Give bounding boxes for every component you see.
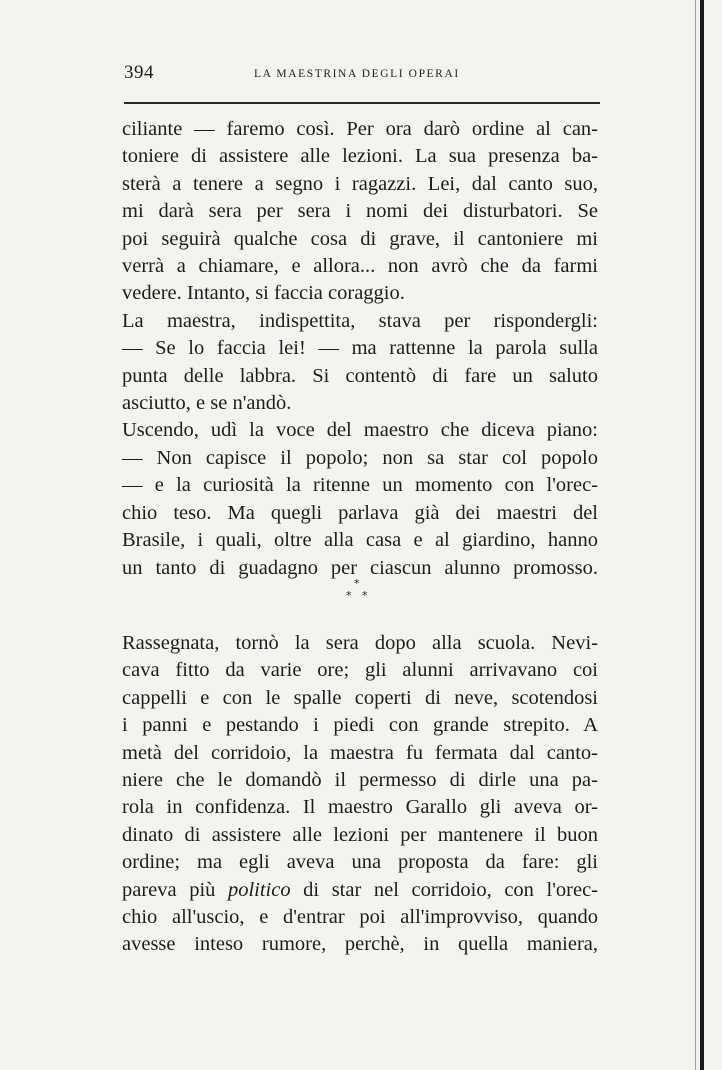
text-line: asciutto, e se n'andò.	[122, 392, 292, 415]
text-line: — e la curiosità la ritenne un momento con l'orec-	[122, 474, 598, 497]
text-line: rola in confidenza. Il maestro Garallo gli aveva or-	[122, 796, 598, 819]
text-line: — Se lo faccia lei! — ma rattenne la parola sulla	[122, 337, 598, 360]
header-rule	[124, 102, 600, 104]
page-edge-shadow	[695, 0, 696, 1070]
text-block-first	[122, 116, 598, 582]
text-line: un tanto di guadagno per ciascun alunno promosso.	[122, 556, 598, 579]
text-line: — Non capisce il popolo; non sa star col popolo	[122, 446, 598, 469]
text-line: cappelli e con le spalle coperti di neve, scotendosi	[122, 686, 598, 709]
page-header	[124, 62, 600, 90]
text-line: cava fitto da varie ore; gli alunni arrivavano coi	[122, 659, 598, 682]
text-line: Brasile, i quali, oltre alla casa e al giardino, hanno	[122, 529, 598, 552]
text-line: vedere. Intanto, si faccia coraggio.	[122, 282, 405, 305]
text-line: ordine; ma egli aveva una proposta da fare: gli	[122, 851, 598, 874]
text-line-with-italic	[122, 877, 598, 904]
text-line: verrà a chiamare, e allora... non avrò che da farmi	[122, 255, 598, 278]
text-line: chio all'uscio, e d'entrar poi all'improvviso, quando	[122, 906, 598, 929]
page-edge-border	[700, 0, 704, 1070]
text-block-second	[122, 630, 598, 959]
italic-word: politico	[227, 878, 291, 901]
text-fragment: di star nel corridoio, con l'orec-	[290, 878, 598, 901]
asterism-star: *	[346, 589, 352, 602]
text-line: niere che le domandò il permesso di dirle una pa-	[122, 769, 598, 792]
text-line: dinato di assistere alle lezioni per mantenere il buon	[122, 823, 598, 846]
page-number: 394	[124, 62, 154, 83]
text-line: Rassegnata, tornò la sera dopo alla scuola. Nevi-	[122, 632, 598, 654]
asterism-star: *	[362, 589, 368, 602]
text-line: sterà a tenere a segno i ragazzi. Lei, dal canto suo,	[122, 172, 598, 195]
text-line: metà del corridoio, la maestra fu fermata dal canto-	[122, 741, 598, 764]
text-line: Uscendo, udì la voce del maestro che diceva piano:	[122, 419, 598, 442]
text-line: mi darà sera per sera i nomi dei disturbatori. Se	[122, 200, 598, 223]
text-line: La maestra, indispettita, stava per rispondergli:	[122, 309, 598, 332]
text-line: i panni e pestando i piedi con grande strepito. A	[122, 714, 598, 737]
text-line: toniere di assistere alle lezioni. La sua presenza ba-	[122, 145, 598, 168]
text-line: avesse inteso rumore, perchè, in quella maniera,	[122, 933, 598, 956]
asterism-star: *	[354, 577, 360, 590]
text-line: punta delle labbra. Si contentò di fare un saluto	[122, 364, 598, 387]
text-line: poi seguirà qualche cosa di grave, il cantoniere mi	[122, 227, 598, 250]
section-separator-asterism	[340, 578, 380, 612]
running-title: LA MAESTRINA DEGLI OPERAI	[254, 68, 460, 80]
text-line: ciliante — faremo così. Per ora darò ordine al can-	[122, 118, 598, 140]
text-fragment: pareva più	[122, 878, 228, 901]
text-line: chio teso. Ma quegli parlava già dei maestri del	[122, 501, 598, 524]
